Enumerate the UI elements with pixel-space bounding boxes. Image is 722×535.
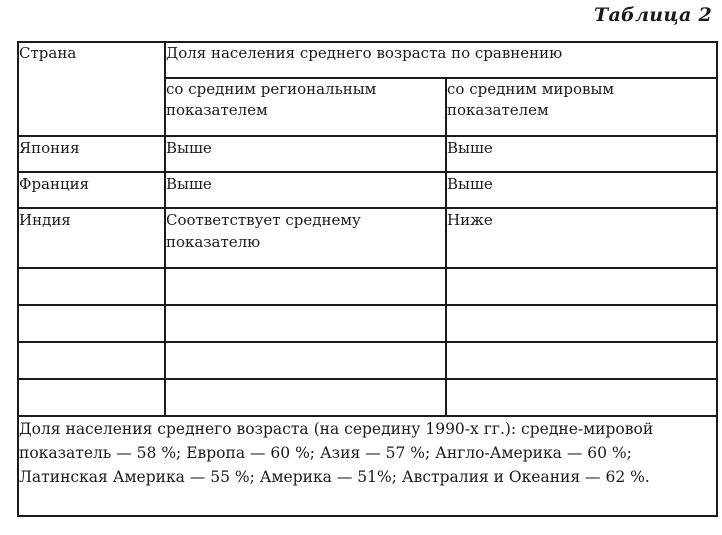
empty-row bbox=[18, 379, 717, 416]
note-row bbox=[18, 416, 717, 516]
cell-country: Индия bbox=[18, 208, 165, 268]
header-group: Доля населения среднего возраста по сравнению bbox=[165, 42, 717, 78]
empty-cell bbox=[446, 342, 717, 379]
empty-row bbox=[18, 342, 717, 379]
header-regional: со средним региональным показателем bbox=[165, 78, 446, 136]
cell-country: Франция bbox=[18, 172, 165, 208]
comparison-table bbox=[17, 41, 718, 517]
cell-world: Выше bbox=[446, 136, 717, 172]
empty-cell bbox=[18, 342, 165, 379]
cell-regional: Выше bbox=[165, 172, 446, 208]
cell-world: Ниже bbox=[446, 208, 717, 268]
empty-cell bbox=[165, 342, 446, 379]
table-row bbox=[18, 172, 717, 208]
empty-cell bbox=[18, 305, 165, 342]
empty-row bbox=[18, 268, 717, 305]
cell-regional: Соответствует среднему показателю bbox=[165, 208, 446, 268]
empty-cell bbox=[165, 268, 446, 305]
header-country: Страна bbox=[18, 42, 165, 136]
empty-cell bbox=[446, 268, 717, 305]
header-world: со средним мировым показателем bbox=[446, 78, 717, 136]
empty-cell bbox=[446, 379, 717, 416]
table-row bbox=[18, 136, 717, 172]
empty-cell bbox=[165, 305, 446, 342]
header-row-top bbox=[18, 42, 717, 78]
table-caption: Таблица 2 bbox=[594, 4, 712, 26]
empty-cell bbox=[446, 305, 717, 342]
empty-row bbox=[18, 305, 717, 342]
table-note: Доля населения среднего возраста (на середину 1990-х гг.): средне-мировой показатель — 58 %; Европа — 60 %; Азия — 57 %; Англо-Америка — 60 %; Латинская Америка — 55 %; Америка — 51%; Австралия и Океания — 62 %. bbox=[18, 416, 717, 516]
empty-cell bbox=[18, 268, 165, 305]
cell-regional: Выше bbox=[165, 136, 446, 172]
empty-cell bbox=[18, 379, 165, 416]
cell-world: Выше bbox=[446, 172, 717, 208]
empty-cell bbox=[165, 379, 446, 416]
table-row bbox=[18, 208, 717, 268]
cell-country: Япония bbox=[18, 136, 165, 172]
